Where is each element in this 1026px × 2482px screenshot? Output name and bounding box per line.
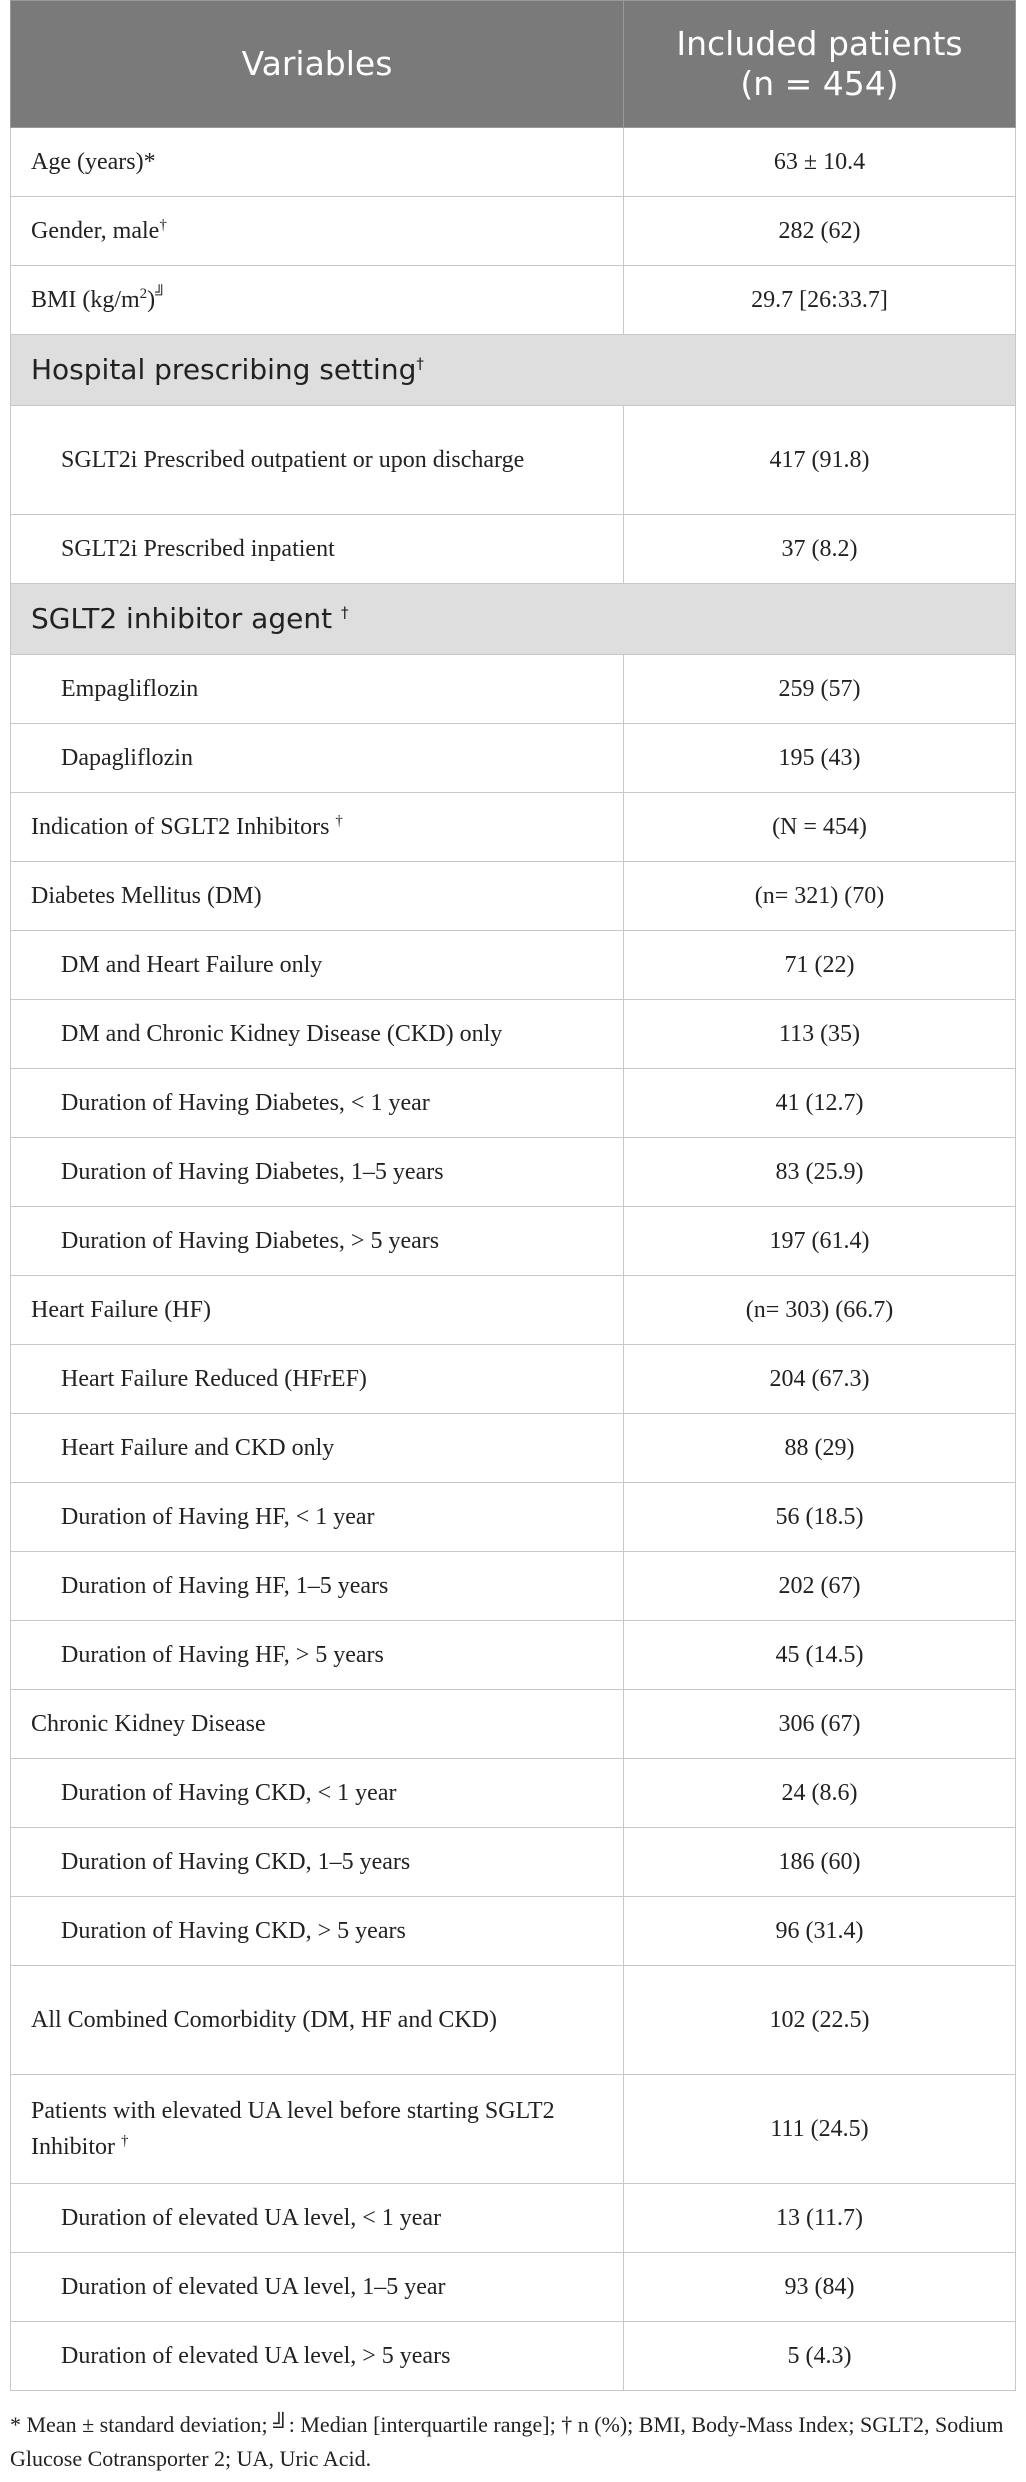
table-row xyxy=(11,1621,1016,1690)
table-row xyxy=(11,266,1016,335)
row-value: 417 (91.8) xyxy=(624,406,1016,515)
table-row xyxy=(11,1345,1016,1414)
row-label: Duration of Having CKD, > 5 years xyxy=(11,1897,624,1966)
header-variables: Variables xyxy=(11,1,624,128)
exponent: 2 xyxy=(139,286,148,302)
table-row xyxy=(11,1138,1016,1207)
label-text-end: ) xyxy=(147,287,156,313)
table-row xyxy=(11,724,1016,793)
header-included-line2: (n = 454) xyxy=(740,64,899,103)
row-value: 5 (4.3) xyxy=(624,2322,1016,2391)
label-text: Gender, male xyxy=(31,218,160,244)
row-label: Dapagliflozin xyxy=(11,724,624,793)
table-row xyxy=(11,515,1016,584)
row-value: 63 ± 10.4 xyxy=(624,128,1016,197)
row-value: 29.7 [26:33.7] xyxy=(624,266,1016,335)
row-label: Duration of Having Diabetes, 1–5 years xyxy=(11,1138,624,1207)
row-label xyxy=(11,793,624,862)
label-text: Age (years) xyxy=(31,149,144,175)
header-row xyxy=(11,1,1016,128)
footnote-mark: ╝ xyxy=(155,286,166,302)
table-row xyxy=(11,2075,1016,2184)
section-label: SGLT2 inhibitor agent xyxy=(31,602,341,635)
footnote-mark: † xyxy=(340,603,349,622)
table-row xyxy=(11,1483,1016,1552)
row-label: Duration of elevated UA level, < 1 year xyxy=(11,2184,624,2253)
table-row xyxy=(11,1690,1016,1759)
footnote-mark: † xyxy=(335,813,343,829)
table-row xyxy=(11,1759,1016,1828)
row-value: 202 (67) xyxy=(624,1552,1016,1621)
row-value: 13 (11.7) xyxy=(624,2184,1016,2253)
row-value: 204 (67.3) xyxy=(624,1345,1016,1414)
row-value: 197 (61.4) xyxy=(624,1207,1016,1276)
table-row xyxy=(11,2322,1016,2391)
table-row xyxy=(11,197,1016,266)
row-label: Duration of Having CKD, < 1 year xyxy=(11,1759,624,1828)
row-label: Heart Failure Reduced (HFrEF) xyxy=(11,1345,624,1414)
row-value: 88 (29) xyxy=(624,1414,1016,1483)
table-footnote: * Mean ± standard deviation; ╝: Median [interquartile range]; † n (%); BMI, Body-Mass Index; SGLT2, Sodium Glucose Cotransporter 2; UA, Uric Acid. xyxy=(10,2412,1004,2471)
table-row xyxy=(11,1828,1016,1897)
label-text: Patients with elevated UA level before starting SGLT2 Inhibitor xyxy=(31,2098,555,2160)
row-value: (n= 303) (66.7) xyxy=(624,1276,1016,1345)
table-row xyxy=(11,862,1016,931)
table-row xyxy=(11,1000,1016,1069)
section-row xyxy=(11,584,1016,655)
table-row xyxy=(11,793,1016,862)
row-label: Duration of Having CKD, 1–5 years xyxy=(11,1828,624,1897)
header-included-patients xyxy=(624,1,1016,128)
row-label: Duration of elevated UA level, 1–5 year xyxy=(11,2253,624,2322)
table-row xyxy=(11,1966,1016,2075)
footnote-mark: * xyxy=(143,149,156,175)
row-label: Diabetes Mellitus (DM) xyxy=(11,862,624,931)
row-value: 306 (67) xyxy=(624,1690,1016,1759)
section-title xyxy=(11,335,1016,406)
row-value: 113 (35) xyxy=(624,1000,1016,1069)
table-row xyxy=(11,1552,1016,1621)
footnote-mark: † xyxy=(121,2133,129,2149)
row-label: Duration of elevated UA level, > 5 years xyxy=(11,2322,624,2391)
row-value: 96 (31.4) xyxy=(624,1897,1016,1966)
table-row xyxy=(11,2253,1016,2322)
label-text: Indication of SGLT2 Inhibitors xyxy=(31,814,336,840)
table-row xyxy=(11,1207,1016,1276)
row-value: 111 (24.5) xyxy=(624,2075,1016,2184)
row-label xyxy=(11,197,624,266)
table-row xyxy=(11,1897,1016,1966)
label-text: BMI (kg/m xyxy=(31,287,140,313)
section-label: Hospital prescribing setting xyxy=(31,353,417,386)
row-label: Empagliflozin xyxy=(11,655,624,724)
row-value: 41 (12.7) xyxy=(624,1069,1016,1138)
row-label: DM and Heart Failure only xyxy=(11,931,624,1000)
row-label: DM and Chronic Kidney Disease (CKD) only xyxy=(11,1000,624,1069)
row-value: 45 (14.5) xyxy=(624,1621,1016,1690)
row-value: 93 (84) xyxy=(624,2253,1016,2322)
section-title xyxy=(11,584,1016,655)
table-row xyxy=(11,1069,1016,1138)
row-label: Duration of Having Diabetes, > 5 years xyxy=(11,1207,624,1276)
row-value: 56 (18.5) xyxy=(624,1483,1016,1552)
row-value: 24 (8.6) xyxy=(624,1759,1016,1828)
row-value: (n= 321) (70) xyxy=(624,862,1016,931)
table-row xyxy=(11,655,1016,724)
footnote-mark: † xyxy=(159,217,167,233)
row-label: Duration of Having HF, 1–5 years xyxy=(11,1552,624,1621)
table-row xyxy=(11,406,1016,515)
patient-characteristics-table xyxy=(10,0,1016,2391)
row-label: Duration of Having HF, > 5 years xyxy=(11,1621,624,1690)
row-label: All Combined Comorbidity (DM, HF and CKD) xyxy=(11,1966,624,2075)
table-row xyxy=(11,2184,1016,2253)
row-label: Heart Failure (HF) xyxy=(11,1276,624,1345)
row-label: SGLT2i Prescribed inpatient xyxy=(11,515,624,584)
table-row xyxy=(11,1276,1016,1345)
row-value: 186 (60) xyxy=(624,1828,1016,1897)
row-value: 71 (22) xyxy=(624,931,1016,1000)
row-label xyxy=(11,128,624,197)
row-label: Heart Failure and CKD only xyxy=(11,1414,624,1483)
row-label: Duration of Having HF, < 1 year xyxy=(11,1483,624,1552)
header-included-line1: Included patients xyxy=(676,24,963,63)
row-value: 259 (57) xyxy=(624,655,1016,724)
table-row xyxy=(11,1414,1016,1483)
row-value: 195 (43) xyxy=(624,724,1016,793)
row-label xyxy=(11,266,624,335)
table-row xyxy=(11,128,1016,197)
table-row xyxy=(11,931,1016,1000)
row-label: Duration of Having Diabetes, < 1 year xyxy=(11,1069,624,1138)
section-row xyxy=(11,335,1016,406)
row-value: 282 (62) xyxy=(624,197,1016,266)
row-value: (N = 454) xyxy=(624,793,1016,862)
row-label: SGLT2i Prescribed outpatient or upon discharge xyxy=(11,406,624,515)
row-value: 83 (25.9) xyxy=(624,1138,1016,1207)
row-label xyxy=(11,2075,624,2184)
footnote-mark: † xyxy=(416,354,424,373)
row-label: Chronic Kidney Disease xyxy=(11,1690,624,1759)
row-value: 102 (22.5) xyxy=(624,1966,1016,2075)
row-value: 37 (8.2) xyxy=(624,515,1016,584)
